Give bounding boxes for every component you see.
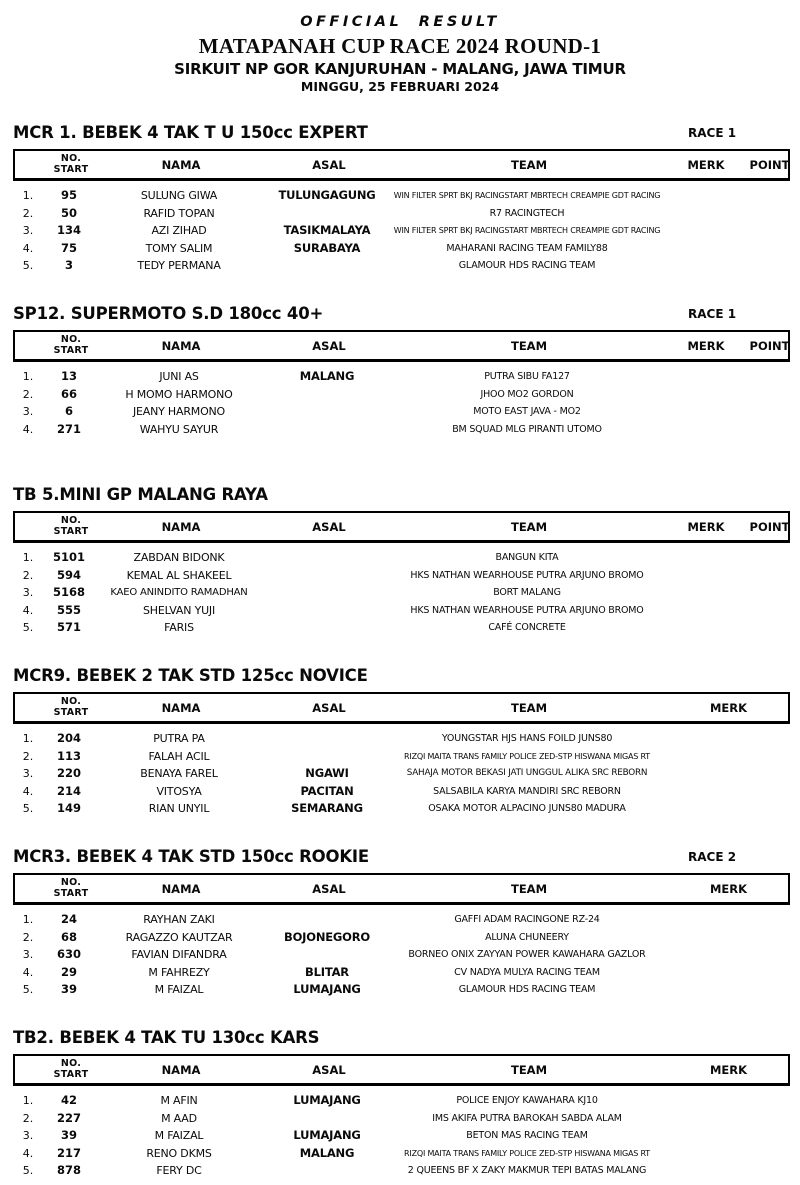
table-row [13, 1092, 790, 1110]
table-row [13, 911, 790, 929]
row-nama: M AFIN [160, 1094, 198, 1107]
row-position: 1. [22, 1094, 34, 1107]
col-nama: NAMA [161, 1062, 201, 1077]
row-nama: M FAHREZY [148, 965, 210, 979]
official-result-label: OFFICIAL RESULT [300, 14, 500, 30]
col-no-start-line2: START [53, 163, 89, 175]
row-nama: WAHYU SAYUR [139, 422, 219, 436]
table-row [13, 549, 790, 567]
row-nama: FALAH ACIL [148, 749, 210, 763]
col-no-start-line2: START [53, 706, 89, 718]
row-no-start: 134 [56, 223, 81, 238]
col-no-start-line1: NO. [60, 334, 82, 345]
row-position: 2. [22, 930, 34, 944]
results-table-header [13, 149, 790, 181]
row-nama: RENO DKMS [146, 1146, 212, 1160]
row-nama: SULUNG GIWA [140, 189, 218, 202]
col-no-start-line1: NO. [60, 153, 82, 164]
results-table-body [13, 181, 790, 280]
row-position: 5. [22, 1164, 34, 1178]
row-asal: TASIKMALAYA [283, 223, 371, 238]
venue-line: SIRKUIT NP GOR KANJURUHAN - MALANG, JAWA TIMUR [174, 60, 626, 78]
row-team: MAHARANI RACING TEAM FAMILY88 [446, 242, 608, 254]
col-nama: NAMA [161, 157, 201, 172]
row-position: 3. [22, 948, 34, 962]
result-section [13, 123, 790, 280]
row-no-start: 24 [60, 912, 77, 926]
row-nama: PUTRA PA [153, 732, 205, 745]
table-row [13, 421, 790, 439]
row-no-start: 3 [64, 258, 73, 273]
col-no-start [45, 878, 97, 899]
row-no-start: 271 [56, 421, 81, 436]
date-line: MINGGU, 25 FEBRUARI 2024 [300, 79, 500, 94]
col-no-start [45, 697, 97, 718]
event-title: MATAPANAH CUP RACE 2024 ROUND-1 [198, 34, 602, 58]
row-nama: FARIS [164, 621, 194, 635]
row-nama: ZABDAN BIDONK [133, 551, 225, 564]
table-row [13, 964, 790, 982]
results-table-header [13, 1054, 790, 1086]
col-nama: NAMA [161, 881, 201, 896]
section-title: SP12. SUPERMOTO S.D 180cc 40+ [13, 304, 324, 323]
table-row [13, 619, 790, 637]
result-section [13, 1028, 790, 1185]
row-no-start: 39 [60, 982, 77, 997]
col-asal: ASAL [312, 881, 346, 896]
table-row [13, 567, 790, 585]
section-title: MCR 1. BEBEK 4 TAK T U 150cc EXPERT [13, 123, 368, 142]
col-asal: ASAL [312, 519, 346, 534]
row-no-start: 204 [56, 731, 81, 745]
row-nama: RAYHAN ZAKI [143, 913, 215, 926]
row-position: 4. [22, 603, 34, 617]
result-section [13, 847, 790, 1004]
row-nama: JEANY HARMONO [132, 405, 226, 419]
row-nama: M FAIZAL [154, 983, 204, 997]
col-no-start-line2: START [53, 344, 89, 356]
row-no-start: 50 [60, 205, 77, 220]
col-team: TEAM [510, 338, 548, 353]
row-team: WIN FILTER SPRT BKJ RACINGSTART MBRTECH CREAMPIE GDT RACING [393, 226, 661, 236]
row-no-start: 571 [56, 620, 81, 635]
section-title: MCR9. BEBEK 2 TAK STD 125cc NOVICE [13, 666, 368, 685]
row-team: YOUNGSTAR HJS HANS FOILD JUNS80 [441, 733, 613, 744]
row-nama: M FAIZAL [154, 1129, 204, 1143]
row-no-start: 13 [60, 369, 77, 383]
col-no-start-line1: NO. [60, 515, 82, 526]
col-merk: MERK [687, 157, 725, 172]
row-team: SALSABILA KARYA MANDIRI SRC REBORN [433, 785, 621, 797]
row-no-start: 75 [60, 240, 77, 255]
row-position: 5. [22, 983, 34, 997]
row-team: POLICE ENJOY KAWAHARA KJ10 [456, 1095, 598, 1106]
results-table-header [13, 873, 790, 905]
row-nama: FERY DC [156, 1164, 202, 1178]
row-position: 3. [22, 767, 34, 781]
row-team: OSAKA MOTOR ALPACINO JUNS80 MADURA [428, 803, 626, 815]
row-position: 3. [22, 224, 34, 238]
row-asal: MALANG [299, 369, 355, 383]
race-label: RACE 1 [688, 307, 737, 321]
row-position: 4. [22, 965, 34, 979]
row-nama: M AAD [161, 1111, 197, 1125]
row-team: BORNEO ONIX ZAYYAN POWER KAWAHARA GAZLOR [408, 949, 646, 961]
row-team: IMS AKIFA PUTRA BAROKAH SABDA ALAM [432, 1112, 622, 1124]
col-merk: MERK [687, 338, 725, 353]
table-row [13, 1110, 790, 1128]
row-asal: BOJONEGORO [284, 929, 370, 944]
row-position: 5. [22, 802, 34, 816]
table-row [13, 205, 790, 223]
row-position: 4. [22, 422, 34, 436]
row-team: RIZQI MAITA TRANS FAMILY POLICE ZED-STP HISWANA MIGAS RT [404, 1148, 650, 1158]
results-table-body [13, 905, 790, 1004]
row-team: BANGUN KITA [495, 552, 559, 563]
table-row [13, 1162, 790, 1180]
row-asal: SEMARANG [291, 801, 363, 816]
row-no-start: 594 [56, 567, 81, 582]
table-row [13, 748, 790, 766]
row-no-start: 5168 [52, 585, 85, 600]
row-asal: LUMAJANG [293, 982, 361, 997]
col-no-start-line2: START [53, 525, 89, 537]
table-row [13, 1127, 790, 1145]
table-row [13, 946, 790, 964]
row-position: 4. [22, 241, 34, 255]
row-position: 5. [22, 259, 34, 273]
col-asal: ASAL [312, 338, 346, 353]
row-no-start: 214 [56, 783, 81, 798]
row-nama: VITOSYA [156, 784, 202, 798]
col-point: POINT [749, 519, 790, 534]
section-title: TB2. BEBEK 4 TAK TU 130cc KARS [13, 1028, 320, 1047]
row-nama: BENAYA FAREL [140, 767, 218, 781]
row-team: WIN FILTER SPRT BKJ RACINGSTART MBRTECH CREAMPIE GDT RACING [393, 191, 661, 200]
col-no-start-line2: START [53, 1068, 89, 1080]
result-section [13, 304, 790, 461]
table-row [13, 765, 790, 783]
table-row [13, 187, 790, 205]
table-row [13, 602, 790, 620]
row-position: 1. [22, 732, 34, 745]
col-no-start-line2: START [53, 887, 89, 899]
col-team: TEAM [510, 157, 548, 172]
col-no-start [45, 1059, 97, 1080]
section-title: MCR3. BEBEK 4 TAK STD 150cc ROOKIE [13, 847, 369, 866]
results-table-header [13, 511, 790, 543]
col-team: TEAM [510, 519, 548, 534]
section-title: TB 5.MINI GP MALANG RAYA [13, 485, 268, 504]
row-no-start: 39 [60, 1128, 77, 1143]
row-position: 3. [22, 405, 34, 419]
table-row [13, 730, 790, 748]
row-team: BM SQUAD MLG PIRANTI UTOMO [452, 423, 602, 435]
row-nama: AZI ZIHAD [151, 224, 207, 238]
row-team: ALUNA CHUNEERY [485, 931, 569, 943]
table-row [13, 1145, 790, 1163]
tables [0, 123, 800, 1185]
row-position: 1. [22, 370, 34, 383]
col-merk: MERK [709, 700, 748, 715]
row-nama: SHELVAN YUJI [142, 603, 216, 617]
row-nama: KEMAL AL SHAKEEL [126, 568, 232, 582]
row-no-start: 29 [60, 964, 77, 979]
row-no-start: 630 [56, 947, 81, 962]
row-position: 2. [22, 387, 34, 401]
results-table-body [13, 1086, 790, 1185]
col-no-start-line1: NO. [60, 877, 82, 888]
table-row [13, 222, 790, 240]
col-merk: MERK [687, 519, 725, 534]
col-no-start [45, 154, 97, 175]
results-table-body [13, 543, 790, 642]
row-team: 2 QUEENS BF X ZAKY MAKMUR TEPI BATAS MALANG [407, 1165, 647, 1177]
row-nama: FAVIAN DIFANDRA [131, 948, 227, 962]
row-no-start: 149 [56, 801, 81, 816]
results-table-header [13, 330, 790, 362]
table-row [13, 403, 790, 421]
row-position: 5. [22, 621, 34, 635]
row-position: 2. [22, 1111, 34, 1125]
document-header [0, 13, 800, 94]
col-no-start [45, 335, 97, 356]
table-row [13, 368, 790, 386]
result-section [13, 666, 790, 823]
race-label: RACE 1 [688, 126, 737, 140]
row-team: GAFFI ADAM RACINGONE RZ-24 [454, 914, 600, 925]
row-nama: H MOMO HARMONO [125, 387, 233, 401]
row-position: 3. [22, 586, 34, 600]
row-team: BETON MAS RACING TEAM [466, 1130, 588, 1142]
results-table-body [13, 362, 790, 461]
col-no-start-line1: NO. [60, 1058, 82, 1069]
row-team: SAHAJA MOTOR BEKASI JATI UNGGUL ALIKA SRC REBORN [406, 768, 648, 779]
row-no-start: 878 [56, 1163, 81, 1178]
table-row [13, 240, 790, 258]
row-position: 4. [22, 784, 34, 798]
row-team: PUTRA SIBU FA127 [484, 371, 570, 382]
row-team: RIZQI MAITA TRANS FAMILY POLICE ZED-STP HISWANA MIGAS RT [404, 751, 650, 761]
row-asal: PACITAN [300, 783, 354, 798]
row-position: 2. [22, 568, 34, 582]
table-row [13, 584, 790, 602]
row-no-start: 5101 [52, 550, 85, 564]
row-team: HKS NATHAN WEARHOUSE PUTRA ARJUNO BROMO [410, 569, 644, 581]
row-nama: KAEO ANINDITO RAMADHAN [110, 587, 248, 599]
col-no-start [45, 516, 97, 537]
row-no-start: 113 [56, 748, 81, 763]
row-position: 1. [22, 189, 34, 202]
row-team: R7 RACINGTECH [489, 207, 565, 219]
result-section [13, 485, 790, 642]
row-position: 3. [22, 1129, 34, 1143]
col-merk: MERK [709, 881, 748, 896]
row-nama: JUNI AS [159, 370, 199, 383]
row-no-start: 66 [60, 386, 77, 401]
row-team: JHOO MO2 GORDON [480, 388, 574, 400]
row-team: GLAMOUR HDS RACING TEAM [458, 260, 596, 272]
row-nama: TEDY PERMANA [137, 259, 221, 273]
row-team: MOTO EAST JAVA - MO2 [473, 406, 581, 418]
row-position: 1. [22, 913, 34, 926]
row-team: GLAMOUR HDS RACING TEAM [458, 984, 596, 996]
row-asal: LUMAJANG [293, 1093, 361, 1107]
row-team: CV NADYA MULYA RACING TEAM [454, 966, 600, 978]
row-position: 4. [22, 1146, 34, 1160]
table-row [13, 929, 790, 947]
row-team: CAFÉ CONCRETE [488, 622, 566, 634]
row-no-start: 42 [60, 1093, 77, 1107]
row-nama: RAGAZZO KAUTZAR [125, 930, 233, 944]
row-asal: NGAWI [305, 766, 349, 781]
col-no-start-line1: NO. [60, 696, 82, 707]
col-merk: MERK [709, 1062, 748, 1077]
row-asal: MALANG [299, 1145, 355, 1160]
col-asal: ASAL [312, 700, 346, 715]
race-label: RACE 2 [688, 850, 737, 864]
row-no-start: 6 [64, 404, 73, 419]
col-point: POINT [749, 338, 790, 353]
col-nama: NAMA [161, 700, 201, 715]
col-team: TEAM [510, 881, 548, 896]
col-nama: NAMA [161, 338, 201, 353]
row-asal: TULUNGAGUNG [278, 188, 376, 202]
col-team: TEAM [510, 700, 548, 715]
col-asal: ASAL [312, 157, 346, 172]
row-nama: RIAN UNYIL [148, 802, 210, 816]
row-asal: LUMAJANG [293, 1128, 361, 1143]
table-row [13, 257, 790, 275]
row-no-start: 555 [56, 602, 81, 617]
col-nama: NAMA [161, 519, 201, 534]
row-asal: BLITAR [305, 964, 349, 979]
table-row [13, 800, 790, 818]
row-no-start: 220 [56, 766, 81, 781]
col-point: POINT [749, 157, 790, 172]
row-nama: TOMY SALIM [145, 241, 213, 255]
row-no-start: 217 [56, 1145, 81, 1160]
table-row [13, 981, 790, 999]
table-row [13, 783, 790, 801]
row-position: 2. [22, 206, 34, 220]
row-no-start: 95 [60, 188, 77, 202]
results-table-body [13, 724, 790, 823]
results-table-header [13, 692, 790, 724]
row-position: 2. [22, 749, 34, 763]
col-team: TEAM [510, 1062, 548, 1077]
table-row [13, 386, 790, 404]
row-nama: RAFID TOPAN [143, 206, 215, 220]
row-position: 1. [22, 551, 34, 564]
row-no-start: 227 [56, 1110, 81, 1125]
row-asal: SURABAYA [293, 240, 361, 255]
row-team: HKS NATHAN WEARHOUSE PUTRA ARJUNO BROMO [410, 604, 644, 616]
row-team: BORT MALANG [493, 587, 561, 599]
row-no-start: 68 [60, 929, 77, 944]
col-asal: ASAL [312, 1062, 346, 1077]
